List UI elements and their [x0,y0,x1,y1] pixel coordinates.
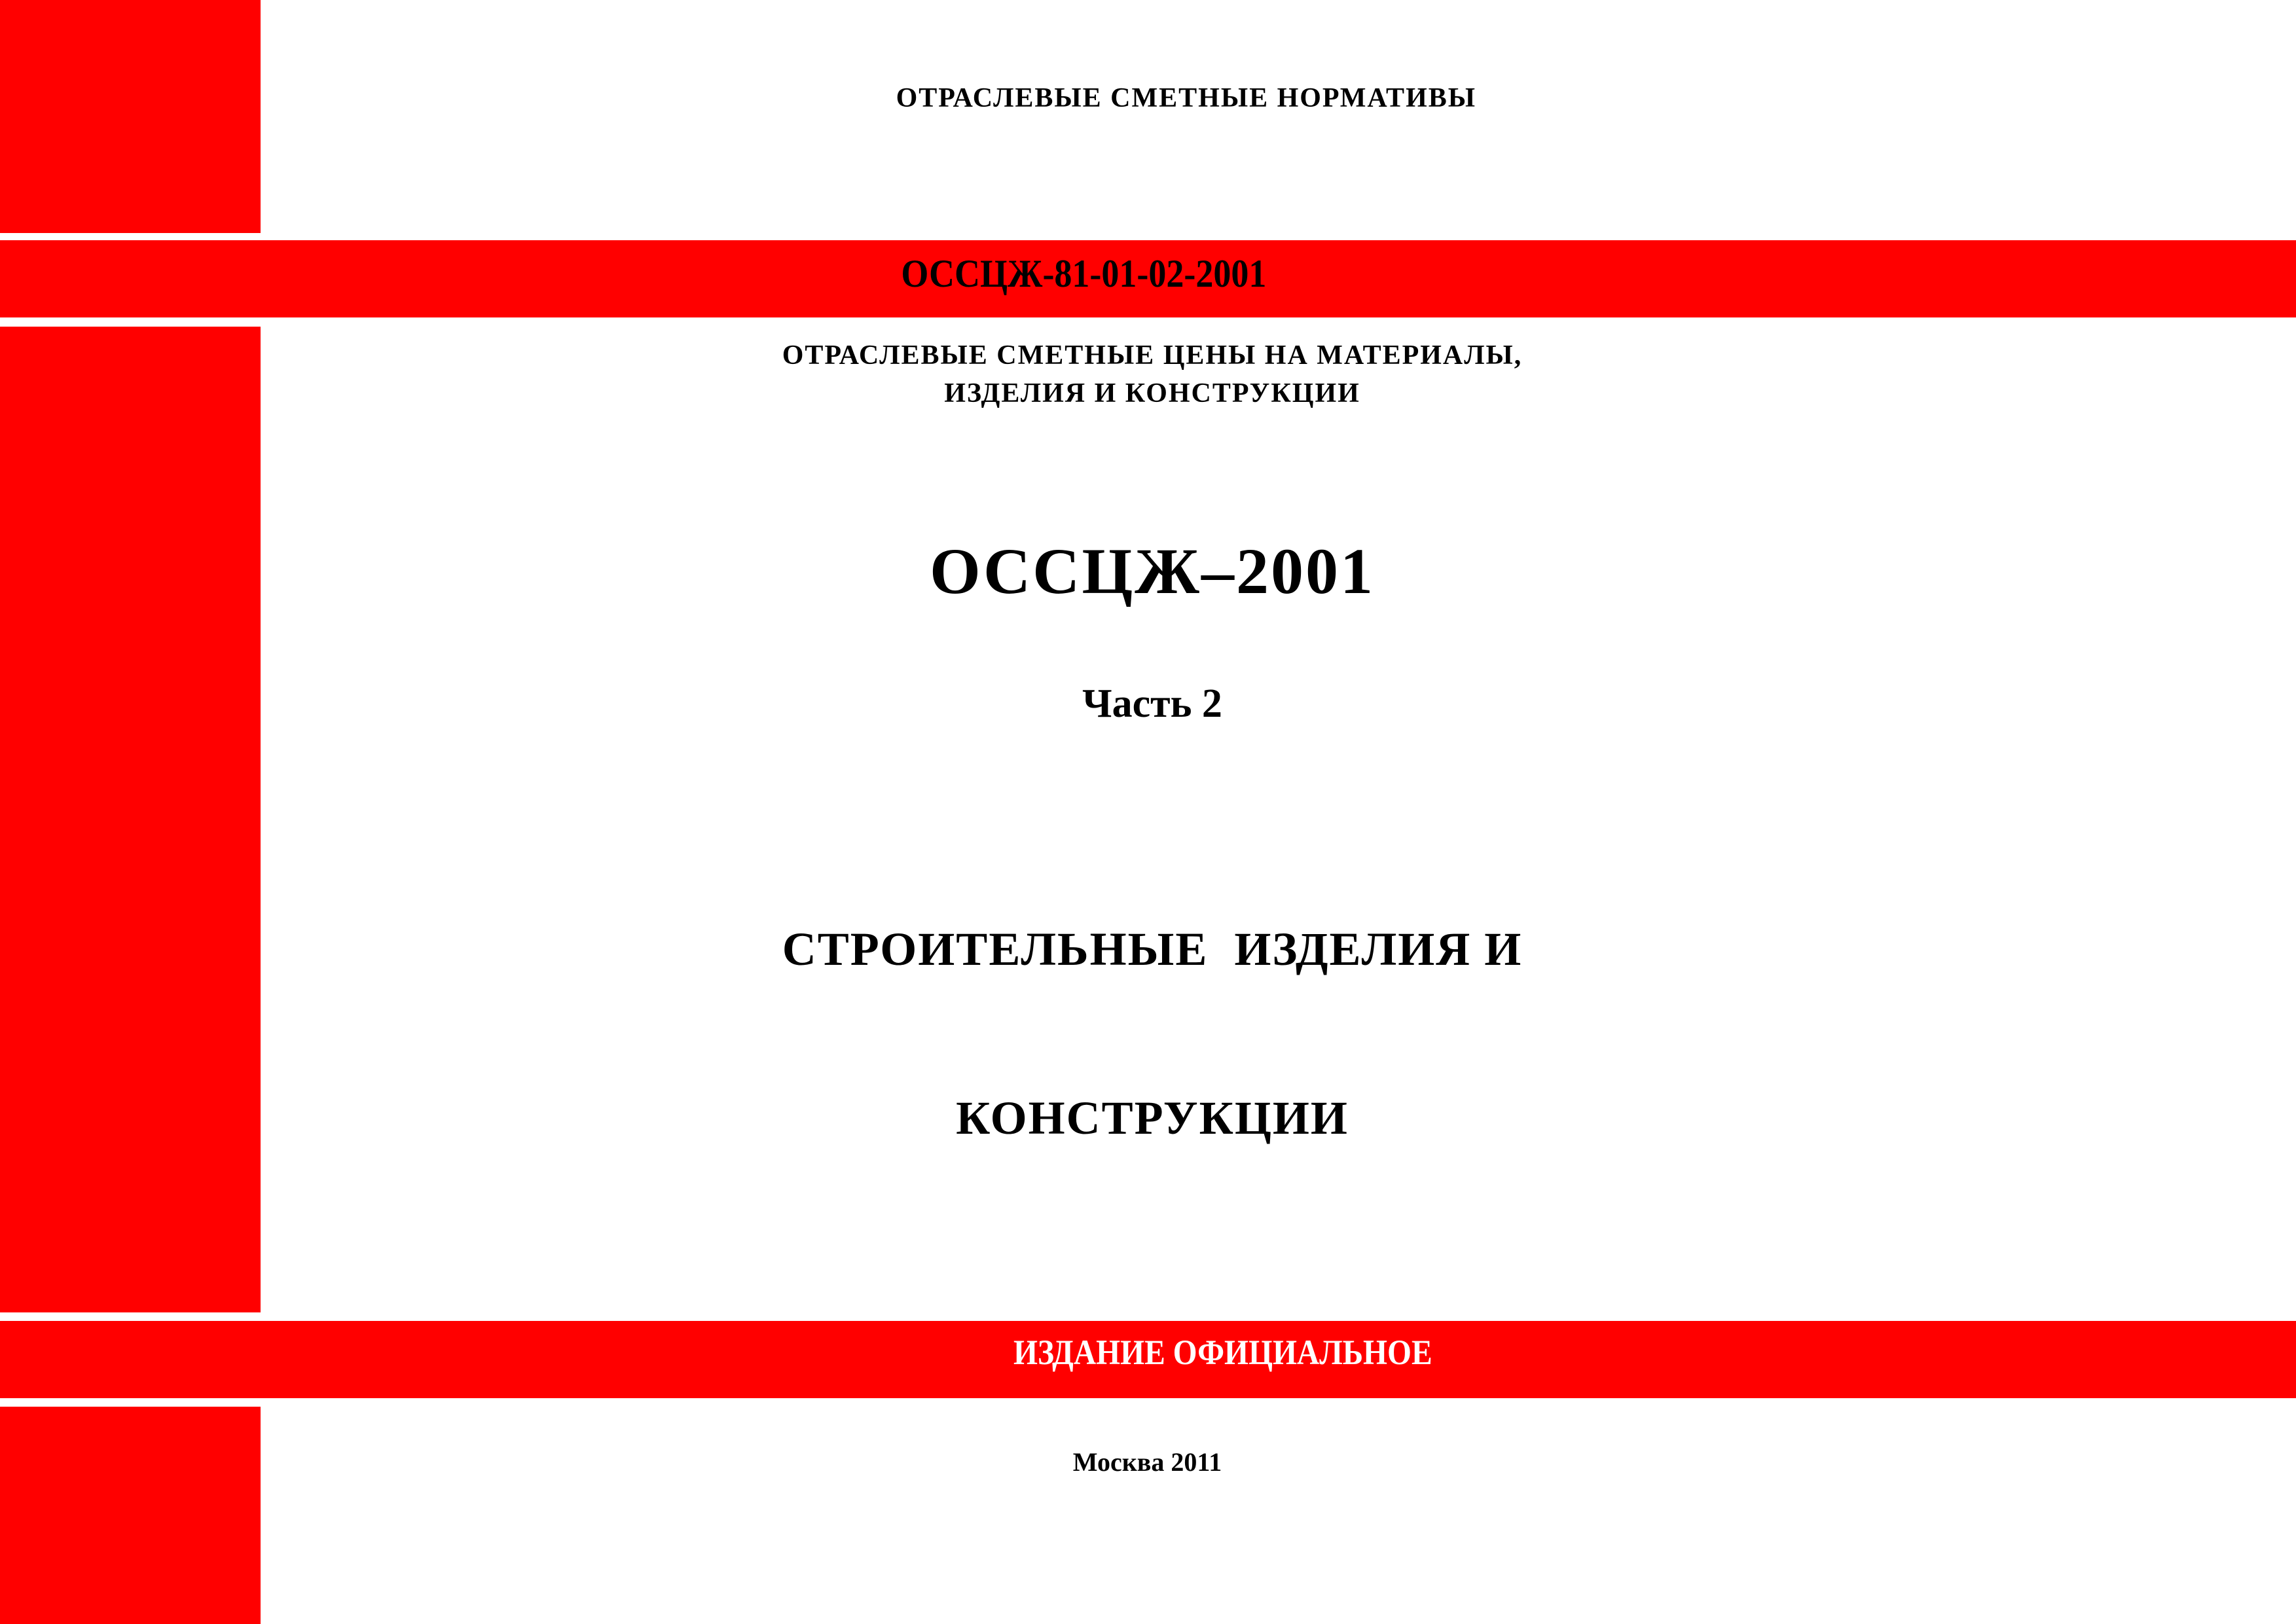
section-title-line-1: СТРОИТЕЛЬНЫЕ ИЗДЕЛИЯ И [782,923,1523,975]
part-number: Часть 2 [1082,681,1222,726]
main-title: ОССЦЖ–2001 [929,535,1376,607]
section-title-line-2: КОНСТРУКЦИИ [956,1092,1349,1144]
red-sidebar-block-top [0,0,261,233]
document-subtitle [0,336,2296,412]
section-title [0,808,2296,1202]
edition-label: ИЗДАНИЕ ОФИЦИАЛЬНОЕ [1013,1333,1432,1372]
red-sidebar-block-bottom [0,1407,261,1624]
series-title: ОТРАСЛЕВЫЕ СМЕТНЫЕ НОРМАТИВЫ [896,83,1476,113]
document-code: ОССЦЖ-81-01-02-2001 [901,252,1267,295]
subtitle-line-1: ОТРАСЛЕВЫЕ СМЕТНЫЕ ЦЕНЫ НА МАТЕРИАЛЫ, [782,340,1523,370]
subtitle-line-2: ИЗДЕЛИЯ И КОНСТРУКЦИИ [944,378,1360,408]
publication-place-year: Москва 2011 [1072,1447,1222,1477]
